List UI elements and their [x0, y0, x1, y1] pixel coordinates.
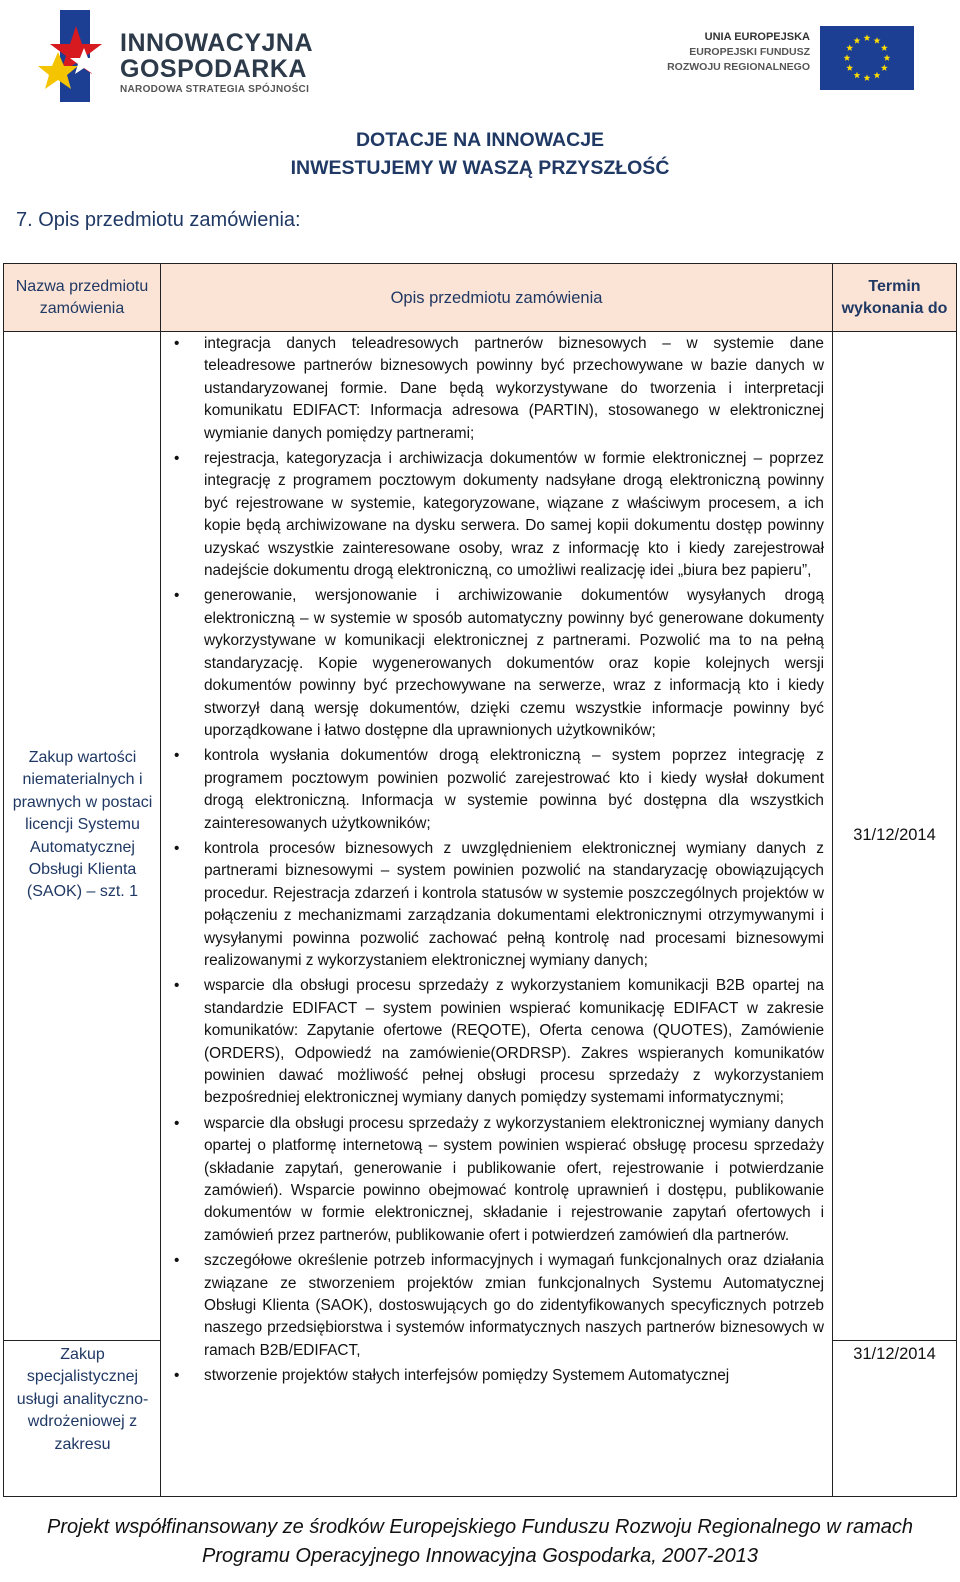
- list-item: • stworzenie projektów stałych interfejsów pomiędzy Systemem Automatycznej: [174, 1367, 730, 1385]
- column-divider: [832, 332, 833, 1496]
- list-item: • kontrola procesów biznesowych z uwzględnieniem elektronicznej wymiany danych z partnerami biznesowymi – system powinien pozwolić na standaryzację obowiązujących procedur. Rejestracja zdarzeń i kontrola statusów w systemie poszczególnych projektów w połączeniu z mechanizmami zarządzania dokumentami elektronicznymi otrzymywanymi i wysyłanymi powinna pozwolić zachować pełną kontrolę nad procesami biznesowymi realizowanymi z wykorzystaniem elektronicznej wymiany danych;: [174, 839, 824, 969]
- list-item: • rejestracja, kategoryzacja i archiwizacja dokumentów w formie elektronicznej – poprzez integrację z programem pocztowym dokumenty nadsyłane drogą elektroniczną powinny być rejestrowane w systemie, kategoryzowane, wiązane z właściwym procesem, a ich kopie będą archiwizowane na dysku serwera. Do samej kopii dokumentu dostęp powinny uzyskać wszystkie zainteresowane osoby, wraz z informację kto i kiedy zarejestrował nadejście dokumentu drogą elektroniczną, co umożliwi realizację idei „biura bez papieru”,: [174, 450, 824, 580]
- list-item: • szczegółowe określenie potrzeb informacyjnych i wymagań funkcjonalnych oraz działania związane ze stworzeniem projektów zmian funkcjonalnych Systemu Automatycznej Obsługi Klienta (SAOK), dostoswujących go do zidentyfikowanych specyficznych potrzeb naszego przedsiębiorstwa i systemów informatycznych naszych partnerów biznesowych w ramach B2B/EDIFACT,: [174, 1252, 824, 1359]
- row-1-deadline: 31/12/2014: [853, 826, 936, 844]
- footer: Projekt współfinansowany ze środków Europejskiego Funduszu Rozwoju Regionalnego w ramach Programu Operacyjnego Innowacyjna Gospodarka, 2007-2013: [46, 1516, 913, 1567]
- list-item: • generowanie, wersjonowanie i archiwizowanie dokumentów wysyłanych drogą elektroniczną – w systemie w sposób automatyczny powinny być generowane dokumenty wykorzystywane w komunikacji elektronicznej z partnerami. Pozwolić ma to na pełną standaryzację. Kopie wygenerowanych dokumentów oraz kopie kolejnych wersji dokumentów powinny być przechowywane na serwerze, wraz z informacją kto i kiedy stworzył daną wersję dokumentów, dzięki czemu wszystkie informacje powinny być uporządkowane i łatwo dostępne dla uprawnionych użytkowników;: [174, 587, 824, 739]
- header-item-name: Nazwa przedmiotu zamówienia: [4, 264, 161, 332]
- star-emblem-icon: [36, 8, 116, 104]
- order-description-table: [3, 263, 957, 1497]
- column-divider: [160, 332, 161, 1496]
- eu-flag-icon: [820, 26, 914, 90]
- header-deadline: Termin wykonania do: [833, 264, 956, 332]
- ig-logo-text: INNOWACYJNA GOSPODARKA: [120, 29, 314, 83]
- list-item: • integracja danych teleadresowych partnerów biznesowych – w systemie dane teleadresowe partnerów biznesowych powinny być przechowywane w bazie danych w ustandaryzowanej formie. Dane będą wykorzystywane do tworzenia i interpretacji komunikatu EDIFACT: Informacja adresowa (PARTIN), stosowanego w elektronicznej wymianie danych pomiędzy partnerami;: [174, 335, 824, 442]
- innowacyjna-gospodarka-logo: [36, 8, 336, 104]
- ig-logo-subtitle: NARODOWA STRATEGIA SPÓJNOŚCI: [120, 84, 310, 95]
- section-title: 7. Opis przedmiotu zamówienia:: [16, 209, 301, 231]
- row-2-item-name: Zakup specjalistycznej usługi analityczno-wdrożeniowej z zakresu: [16, 1346, 149, 1453]
- row-1-item-name: Zakup wartości niematerialnych i prawnych w postaci licencji Systemu Automatycznej Obsługi Klienta (SAOK) – szt. 1: [12, 749, 153, 901]
- row-divider: [4, 1340, 161, 1341]
- row-divider: [833, 1340, 956, 1341]
- list-item: • wsparcie dla obsługi procesu sprzedaży z wykorzystaniem elektronicznej wymiany danych opartej o platformę internetową – system powinien wspierać obsługę procesu sprzedaży (składanie zapytań, generowanie i publikowanie ofert, rejestrowanie i potwierdzanie zamówień). Wsparcie powinno obejmować kontrolę uprawnień i dostępu, publikowanie dokumentów w formie elektronicznej, składanie i rejestrowanie zapytań ofertowych i zamówień przez partnerów, publikowanie ofert i potwierdzeń zamówień dla partnerów.: [174, 1114, 824, 1244]
- list-item: • wsparcie dla obsługi procesu sprzedaży z wykorzystaniem komunikacji B2B opartej na standardzie EDIFACT – system powinien wspierać komunikację EDIFACT w zakresie komunikatów: Zapytanie ofertowe (REQOTE), Oferta cenowa (QUOTES), Zamówienie (ORDERS), Odpowiedź na zamówienie(ORDRSP). Zakres wspieranych komunikatów powinien dawać możliwość pełnej obsługi procesu sprzedaży z wykorzystaniem bezpośredniej elektronicznej wymiany danych pomiędzy systemami informatycznymi;: [174, 977, 824, 1107]
- list-item: • kontrola wysłania dokumentów drogą elektroniczną – system poprzez integrację z programem pocztowym powinien pozwolić zarejestrować kto i kiedy wysłał dokument drogą elektroniczną. Informacja w systemie powinna być dostępna dla wszystkich zainteresowanych użytkowników;: [174, 747, 824, 832]
- slogan: DOTACJE NA INNOWACJE INWESTUJEMY W WASZĄ PRZYSZŁOŚĆ: [290, 129, 670, 179]
- eu-logo-text: UNIA EUROPEJSKA EUROPEJSKI FUNDUSZ ROZWOJU REGIONALNEGO: [667, 31, 810, 73]
- row-2-deadline: 31/12/2014: [853, 1345, 936, 1363]
- description-list: [164, 333, 824, 1391]
- header-description: Opis przedmiotu zamówienia: [161, 264, 833, 332]
- eu-logo: [650, 24, 920, 94]
